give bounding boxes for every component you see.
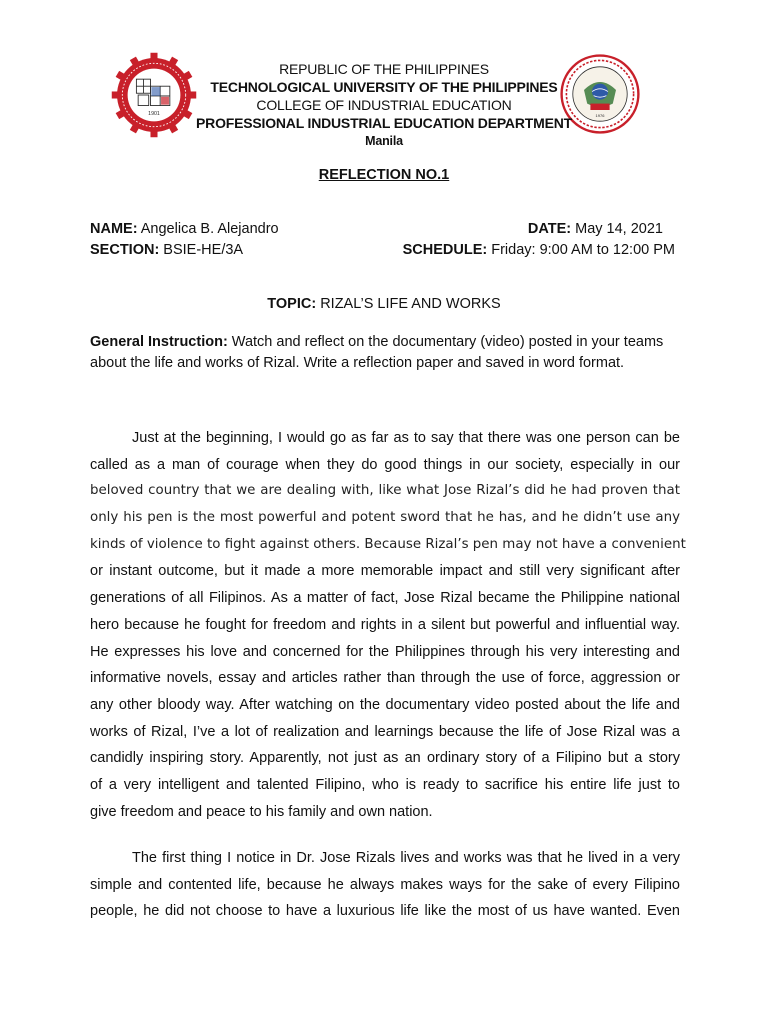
section-label: SECTION: <box>90 242 160 258</box>
paragraph-line: beloved country that we are dealing with, like what Jose Rizal’s did he had proven that <box>90 483 680 499</box>
paragraph-line: called as a man of courage when they do good things in our society, especially in our <box>90 456 680 473</box>
paragraph-line: The first thing I notice in Dr. Jose Rizals lives and works was that he lived in a very <box>132 850 680 866</box>
paragraph-line: people, he did not choose to have a luxurious life like the most of us have wanted. Even <box>90 903 680 920</box>
letterhead <box>180 60 588 150</box>
paragraph-line: Just at the beginning, I would go as far as to say that there was one person can be <box>132 430 680 446</box>
header-college: COLLEGE OF INDUSTRIAL EDUCATION <box>256 97 512 113</box>
paragraph-line: of a very intelligent and talented Filipino, who is ready to sacrifice his entire life just to <box>90 776 680 793</box>
name-field <box>90 219 279 240</box>
body-paragraph-1 <box>90 425 686 825</box>
instruction-text: Watch and reflect on the documentary (video) posted in your teams about the life and works of Rizal. Write a reflection paper and saved in word format. <box>90 334 664 371</box>
name-value: Angelica B. Alejandro <box>137 221 279 237</box>
topic-value: RIZAL’S LIFE AND WORKS <box>316 296 501 312</box>
body-paragraph-2 <box>90 845 680 925</box>
paragraph-line: works of Rizal, I’ve a lot of realization and learnings because the life of Jose Rizal was a <box>90 723 680 740</box>
paragraph-line: kinds of violence to fight against others. Because Rizal’s pen may not have a convenient <box>90 536 686 552</box>
paragraph-line: generations of all Filipinos. As a matter of fact, Jose Rizal became the Philippine national <box>90 590 680 607</box>
paragraph-line: hero because he fought for freedom and rights in a silent but powerful and influential way. <box>90 616 680 633</box>
schedule-value: Friday: 9:00 AM to 12:00 PM <box>487 242 675 258</box>
date-field <box>528 219 663 240</box>
name-label: NAME: <box>90 221 138 237</box>
paragraph-line: informative novels, essay and articles rather than through the use of force, aggression or <box>90 670 680 687</box>
section-field <box>90 240 243 261</box>
section-value: BSIE-HE/3A <box>159 242 244 258</box>
document-title: REFLECTION NO.1 <box>318 167 450 183</box>
topic-line <box>0 296 768 312</box>
header-republic: REPUBLIC OF THE PHILIPPINES <box>279 61 489 77</box>
header-department: PROFESSIONAL INDUSTRIAL EDUCATION DEPARTMENT <box>196 115 572 131</box>
date-label: DATE: <box>527 221 572 237</box>
paragraph-line: He expresses his love and concerned for the Philippines through his very interesting and <box>90 643 680 660</box>
schedule-field <box>403 240 675 261</box>
paragraph-line: candidly inspiring story. Apparently, not just as an ordinary story of a Filipino but a story <box>90 750 680 767</box>
svg-text:1976: 1976 <box>595 113 605 119</box>
schedule-label: SCHEDULE: <box>402 242 488 258</box>
svg-text:1901: 1901 <box>148 111 160 118</box>
instruction-label: General Instruction: <box>90 334 228 350</box>
header-university: TECHNOLOGICAL UNIVERSITY OF THE PHILIPPINES <box>210 79 558 95</box>
paragraph-line: only his pen is the most powerful and potent sword that he has, and he didn’t use any <box>90 510 680 526</box>
paragraph-line: any other bloody way. After watching on the documentary video posted about the life and <box>90 696 680 713</box>
general-instruction <box>90 332 680 374</box>
paragraph-line: or instant outcome, but it made a more memorable impact and still very significant after <box>90 563 680 580</box>
paragraph-line: simple and contented life, because he always makes ways for the sake of every Filipino <box>90 876 680 893</box>
topic-label: TOPIC: <box>267 296 317 312</box>
header-city: Manila <box>365 134 403 148</box>
paragraph-line: give freedom and peace to his family and own nation. <box>90 803 433 820</box>
date-value: May 14, 2021 <box>571 221 663 237</box>
